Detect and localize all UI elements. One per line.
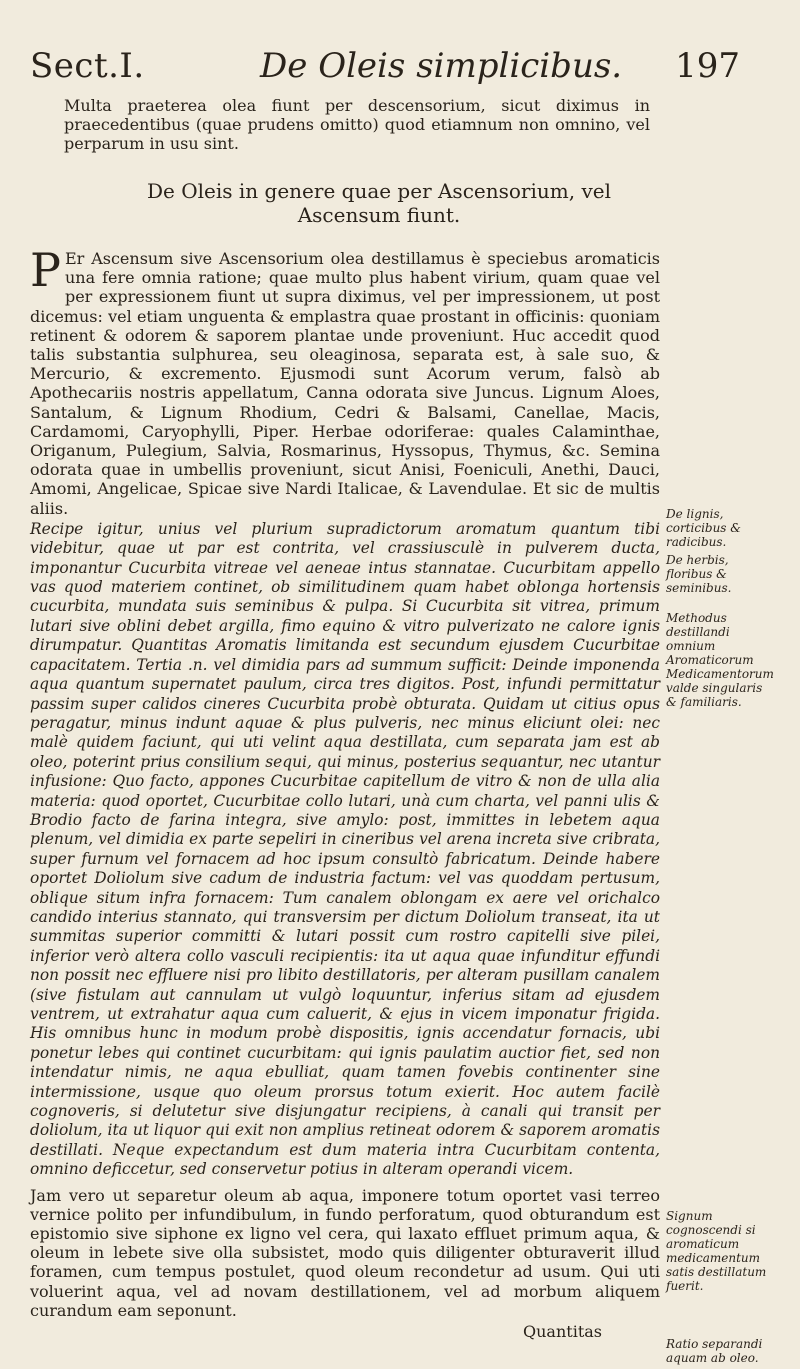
paragraph-ascensorium xyxy=(30,243,660,518)
main-column xyxy=(30,243,660,1342)
running-title: De Oleis simplicibus. xyxy=(260,46,623,86)
catchword: Quantitas xyxy=(523,1322,602,1342)
margin-note-method: Methodus destillandi omnium Aromaticorum Medicamentorum valde singularis & familiaris. xyxy=(666,611,774,709)
drop-capital: P xyxy=(30,243,61,297)
margin-notes xyxy=(666,249,774,1369)
margin-note-herbs: De herbis, floribus & seminibus. xyxy=(666,553,732,595)
intro-paragraph: Multa praeterea olea fiunt per descensorium, sicut diximus in praecedentibus (quae prudens omitto) quod etiamnum non omnino, vel perparum in usu sint. xyxy=(64,96,650,153)
running-header xyxy=(30,36,760,96)
recipe-paragraph: Recipe igitur, unius vel plurium supradictorum aromatum quantum tibi videbitur, quae ut par est contrita, vel crassiusculè in pulverem ducta, imponantur Cucurbita vitreae vel aeneae intus stannatae. Cucurbitam appello vas quod materiem continet, ob similitudinem quam habet oblonga hortensis cucurbita, mundata suis seminibus & pulpa. Si Cucurbita sit vitrea, primum lutari sive oblini debet argilla, fimo equino & vitro pulverizato ne calore ignis dirumpatur. Quantitas Aromatis limitanda est secundum ejusdem Cucurbitae capacitatem. Tertia .n. vel dimidia pars ad summum sufficit: Deinde imponenda aqua quantum supernatet paulum, circa tres digitos. Post, infundi permittatur passim super calidos cineres Cucurbita probè obturata. Quidam ut citius opus peragatur, minus indunt aquae & plus pulveris, nec minus eliciunt olei: nec malè quidem faciunt, qui uti velint aqua destillata, cum separata jam est ab oleo, poterint prius consilium sequi, qui minus, posterius sequantur, nec utantur infusione: Quo facto, appones Cucurbitae capitellum de vitro & non de ulla alia materia: quod oportet, Cucurbitae collo lutari, unà cum charta, vel panni ulis & Brodio facto de farina integra, sive amylo: post, immittes in lebetem aqua plenum, vel dimidia ex parte sepeliri in cineribus vel arena increta sive cribrata, super furnum vel fornacem ad hoc ipsum consultò fabricatum. Deinde habere oportet Doliolum sive cadum de industria factum: vel vas quoddam pertusum, oblique situm infra fornacem: Tum canalem oblongam ex aere vel orichalco candido interius stannato, qui transversim per dictum Doliolum transeat, ita ut summitas superior committi & lutari possit cum rostro capitelli sive pilei, inferior verò altera collo vasculi recipientis: ita ut aqua quae infunditur effundi non possit nec effluere nisi pro libito destillatoris, per alteram pusillam canalem (sive fistulam aut cannulam ut vulgò loquuntur, inferius sitam ad ejusdem ventrem, ut extrahatur aqua cum caluerit, & ejus in vicem imponatur frigida. His omnibus hunc in modum probè dispositis, ignis accendatur fornacis, ubi ponetur lebes qui continet cucurbitam: qui ignis paulatim auctior fiet, sed non intendatur nimis, ne aqua ebulliat, quam tamen fovebis continenter sine intermissione, usque quo oleum prorsus totum exierit. Hoc autem facilè cognoveris, si delutetur sive disjungatur recipiens, à canali qui transit per doliolum, ita ut liquor qui exit non amplius retineat odorem & saporem aromatis destillati. Neque expectandum est dum materia intra Cucurbitam contenta, omnino deficcetur, sed conservetur potius in alteram operandi vicem. xyxy=(30,519,660,1179)
margin-note-woods: De lignis, corticibus & radicibus. xyxy=(666,507,741,549)
paragraph-text: Er Ascensum sive Ascensorium olea destillamus è speciebus aromaticis una fere omnia ratione; quae multo plus habent virium, quam quae vel per expressionem fiunt ut supra diximus, vel per impressionem, ut post dicemus: vel etiam unguenta & emplastra quae prostant in officinis: quoniam retinent & odorem & saporem plantae unde proveniunt. Huc accedit quod talis substantia sulphurea, seu oleaginosa, separata est, à sale suo, & Mercurio, & excremento. Ejusmodi sunt Acorum verum, falsò ab Apothecariis nostris appellatum, Canna odorata sive Juncus. Lignum Aloes, Santalum, & Lignum Rhodium, Cedri & Balsami, Canellae, Macis, Cardamomi, Caryophylli, Piper. Herbae odoriferae: quales Calaminthae, Origanum, Pulegium, Salvia, Rosmarinus, Hyssopus, Thymus, &c. Semina odorata quae in umbellis proveniunt, sicut Anisi, Foeniculi, Anethi, Dauci, Amomi, Angelicae, Spicae sive Nardi Italicae, & Lavendulae. Et sic de multis aliis. xyxy=(30,249,660,518)
chapter-heading: De Oleis in genere quae per Ascensorium, vel Ascensum fiunt. xyxy=(147,179,611,227)
margin-note-separation: Ratio separandi aquam ab oleo. xyxy=(666,1337,763,1365)
margin-note-sign: Signum cognoscendi si aromaticum medicamentum satis destillatum fuerit. xyxy=(666,1209,767,1293)
separation-paragraph: Jam vero ut separetur oleum ab aqua, imponere totum oportet vasi terreo vernice polito per infundibulum, in fundo perforatum, quod obturandum est epistomio sive siphone ex ligno vel cera, qui laxato effluet primum aqua, & oleum in lebete sive olla subsistet, modo quis diligenter obturaverit illud foramen, cum tempus postulet, quod oleum recondetur ad usum. Qui uti voluerint aqua, vel ad novam destillationem, vel ad morbum aliquem curandum eam seponunt. xyxy=(30,1185,660,1320)
section-label: Sect.I. xyxy=(30,46,145,86)
page-number: 197 xyxy=(675,46,740,86)
